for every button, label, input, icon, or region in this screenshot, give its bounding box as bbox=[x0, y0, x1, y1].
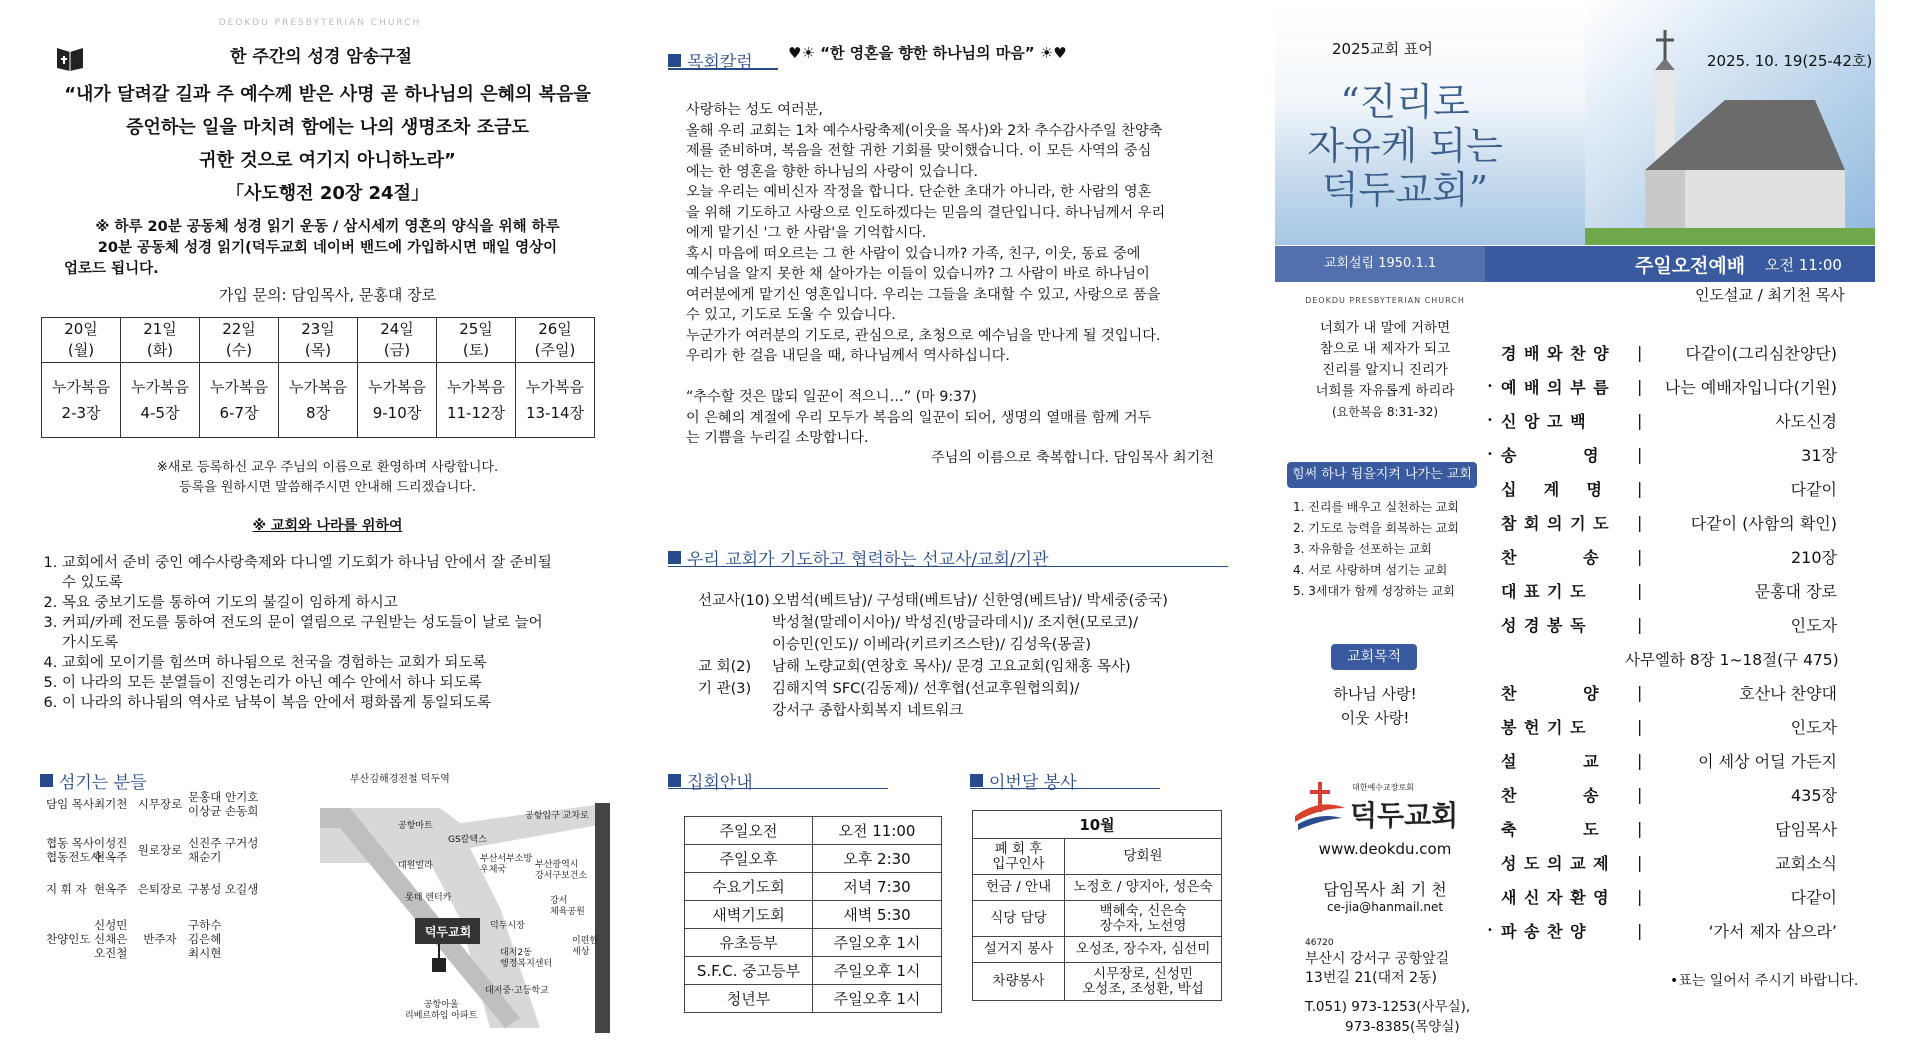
motto-label: 2025교회 표어 bbox=[1332, 40, 1433, 58]
church-header-image bbox=[1275, 0, 1875, 245]
prayer-item: 6. 이 나라의 하나됨의 역사로 남북이 복음 안에서 평화롭게 통일되도록 bbox=[62, 693, 560, 713]
column-line: 누군가가 여러분의 기도로, 관심으로, 초청으로 예수님을 만나게 될 것입니다. bbox=[686, 327, 1161, 344]
prayer-item: 2. 목요 중보기도를 통하여 기도의 불길이 임하게 하시고 bbox=[62, 593, 560, 613]
prayer-item: 3. 커피/카페 전도를 통하여 전도의 문이 열림으로 구원받는 성도들이 날로 늘어 가시도록 bbox=[62, 613, 560, 653]
column-line: 사랑하는 성도 여러분, bbox=[686, 102, 823, 118]
worship-order-item: 찬 송 | 210장 bbox=[1501, 546, 1837, 567]
column-line: 혹시 마음에 떠오르는 그 한 사람이 있습니까? 가족, 친구, 이웃, 동료 중에 bbox=[686, 245, 1141, 262]
vision-item: 3. 자유함을 선포하는 교회 bbox=[1293, 542, 1432, 556]
week-day-header: 20일 (월) bbox=[42, 318, 121, 363]
church-english-name: DEOKDU PRESBYTERIAN CHURCH bbox=[1305, 296, 1465, 305]
prayer-item: 1. 교회에서 준비 중인 예수사랑축제와 다니엘 기도회가 하나님 안에서 잘 준비될 수 있도록 bbox=[62, 553, 560, 593]
worship-order-item: • 송 영 | 31장 bbox=[1487, 444, 1837, 465]
map-church-label: 덕두교회 bbox=[424, 925, 472, 939]
meeting-row: 수요기도회 저녁 7:30 bbox=[685, 873, 942, 901]
meeting-row: 새벽기도회 새벽 5:30 bbox=[685, 901, 942, 929]
servers-title: 섬기는 분들 bbox=[40, 768, 147, 793]
column-line: 을 위해 기도하고 사랑으로 인도하겠다는 믿음의 결단입니다. 하나님께서 우리 bbox=[686, 204, 1166, 221]
vision-list bbox=[1293, 497, 1483, 602]
vision-title: 힘써 하나 됨을지켜 나가는 교회 bbox=[1287, 462, 1477, 488]
map-label: 대저중·고등학교 bbox=[485, 986, 549, 996]
founded-date: 교회설립 1950.1.1 bbox=[1275, 246, 1485, 282]
postcode: 46720 bbox=[1305, 938, 1334, 948]
worship-order-item: 찬 송 | 435장 bbox=[1501, 784, 1837, 805]
week-reading-cell: 누가복음 11-12장 bbox=[437, 363, 516, 438]
map-label: 부산서부소방 우체국 bbox=[480, 854, 533, 875]
map-label: 덕두시장 bbox=[490, 921, 525, 931]
service-leaders: 인도설교 / 최기천 목사 bbox=[1695, 286, 1845, 304]
newcomer-note: ※새로 등록하신 교우 주님의 이름으로 환영하며 사랑합니다. 등록을 원하시면 말씀해주시면 안내해 드리겠습니다. bbox=[156, 460, 499, 495]
meeting-row: 주일오전 오전 11:00 bbox=[685, 817, 942, 845]
column-line: 제를 준비하며, 복음을 전할 귀한 기회를 맞이했습니다. 이 모든 사역의 중심 bbox=[686, 143, 1152, 159]
worship-order-item: 새 신 자 환 영 | 다같이 bbox=[1501, 886, 1837, 907]
pastor-name: 담임목사 최 기 천 bbox=[1323, 880, 1447, 899]
reading-note: ※ 하루 20분 공동체 성경 읽기 운동 / 삼시세끼 영혼의 양식을 위해 하루 20분 공동체 성경 읽기(덕두교회 네이버 밴드에 가입하시면 매일 영상이 업로드 됩니다. bbox=[64, 219, 560, 277]
week-day-header: 22일 (수) bbox=[200, 318, 279, 363]
week-day-header: 23일 (목) bbox=[279, 318, 358, 363]
panel-cover bbox=[1275, 0, 1875, 1053]
map-label: 부산광역시 강서구보건소 bbox=[535, 860, 588, 881]
church-motto: “진리로 자유케 되는 덕두교회” bbox=[1307, 80, 1503, 212]
prayer-item: 5. 이 나라의 모든 분열들이 진영논리가 아닌 예수 안에서 하나 되도록 bbox=[62, 673, 560, 693]
memory-title: 한 주간의 성경 암송구절 bbox=[230, 47, 412, 67]
panel-column-and-mission bbox=[660, 0, 1240, 1053]
column-line: 우리가 한 걸음 내딛을 때, 하나님께서 역사하십니다. bbox=[686, 348, 1010, 364]
map-label: 대원빌라 bbox=[398, 861, 433, 871]
column-line: 오늘 우리는 예비신자 작정을 합니다. 단순한 초대가 아니라, 한 사람의 영혼 bbox=[686, 184, 1152, 200]
service-time: 오전 11:00 bbox=[1765, 255, 1842, 274]
church-watermark: DEOKDU PRESBYTERIAN CHURCH bbox=[218, 18, 422, 28]
service-row: 헌금 / 안내 노정호 / 양지아, 성은숙 bbox=[973, 875, 1222, 901]
meeting-row: 유초등부 주일오후 1시 bbox=[685, 929, 942, 957]
column-body bbox=[686, 100, 1216, 367]
map-metro-label: 부산김해경전철 덕두역 bbox=[350, 774, 450, 785]
bible-icon bbox=[54, 44, 86, 72]
meeting-row: 주일오후 오후 2:30 bbox=[685, 845, 942, 873]
church-purpose: 하나님 사랑! 이웃 사랑! bbox=[1333, 685, 1417, 727]
vision-item: 5. 3세대가 함께 성장하는 교회 bbox=[1293, 584, 1455, 598]
meeting-title: 집회안내 bbox=[668, 768, 753, 793]
worship-order-item: 참 회 의 기 도 | 다같이 (사함의 확인) bbox=[1501, 512, 1837, 533]
service-title: 이번달 봉사 bbox=[970, 768, 1077, 793]
worship-order-item: 축 도 | 담임목사 bbox=[1501, 818, 1837, 839]
meeting-row: 청년부 주일오후 1시 bbox=[685, 985, 942, 1013]
weekly-reading-table bbox=[41, 317, 595, 438]
map-label: 이편한 세상 bbox=[572, 936, 599, 957]
vision-item: 1. 진리를 배우고 실천하는 교회 bbox=[1293, 500, 1459, 514]
worship-order-item: 설 교 | 이 세상 어딜 가든지 bbox=[1501, 750, 1837, 771]
server-row: 담임 목사 최기천 시무장로 문홍대 안기호 이상균 손동희 bbox=[46, 790, 259, 818]
location-map bbox=[320, 768, 610, 1033]
prayer-list bbox=[40, 553, 560, 713]
week-day-header: 24일 (금) bbox=[358, 318, 437, 363]
worship-order-item: • 파 송 찬 양 | ‘가서 제자 삼으라’ bbox=[1487, 920, 1837, 941]
church-website[interactable]: www.deokdu.com bbox=[1318, 840, 1452, 858]
worship-order-item: • 신 앙 고 백 | 사도신경 bbox=[1487, 410, 1837, 431]
map-label: 공항입구 교차로 bbox=[525, 811, 589, 821]
memory-reference: 「사도행전 20장 24절」 bbox=[226, 183, 429, 204]
church-address: 부산시 강서구 공항앞길 13번길 21(대저 2동) bbox=[1305, 951, 1450, 986]
church-logo: 대한예수교장로회 덕두교회 bbox=[1290, 778, 1480, 838]
server-row: 협동 목사 협동전도사 이성진 현옥주 원로장로 신진주 구거성 채순기 bbox=[46, 836, 259, 864]
meeting-table bbox=[684, 816, 942, 1013]
meeting-row: S.F.C. 중고등부 주일오후 1시 bbox=[685, 957, 942, 985]
map-label: 공항마트 bbox=[398, 821, 433, 831]
service-row: 폐 회 후 입구인사 당회원 bbox=[973, 839, 1222, 875]
purpose-title: 교회목적 bbox=[1331, 644, 1417, 670]
map-label: 강서 체육공원 bbox=[550, 896, 585, 917]
vision-item: 4. 서로 사랑하며 섬기는 교회 bbox=[1293, 563, 1448, 577]
worship-order-item: • 예 배 의 부 름 | 나는 예배자입니다(기원) bbox=[1487, 376, 1837, 397]
week-day-header: 25일 (토) bbox=[437, 318, 516, 363]
week-reading-cell: 누가복음 6-7장 bbox=[200, 363, 279, 438]
service-name: 주일오전예배 bbox=[1635, 254, 1746, 277]
column-title: 목회칼럼 bbox=[668, 48, 753, 73]
service-row: 식당 담당 백혜숙, 신은숙 장수자, 노선영 bbox=[973, 901, 1222, 937]
week-reading-cell: 누가복음 13-14장 bbox=[516, 363, 595, 438]
map-label: GS칼텍스 bbox=[448, 835, 487, 845]
map-label: 롯데 렌터카 bbox=[405, 893, 452, 903]
worship-order-item: 경 배 와 찬 양 | 다같이(그리심찬양단) bbox=[1501, 342, 1837, 363]
vision-item: 2. 기도로 능력을 회복하는 교회 bbox=[1293, 521, 1459, 535]
week-reading-cell: 누가복음 2-3장 bbox=[42, 363, 121, 438]
service-row: 설거지 봉사 오성조, 장수자, 심선미 bbox=[973, 937, 1222, 963]
column-line: 올해 우리 교회는 1차 예수사랑축제(이웃을 목사)와 2차 추수감사주일 찬양축 bbox=[686, 122, 1163, 139]
mission-list: 선교사(10) 오범석(베트남)/ 구성태(베트남)/ 신한영(베트남)/ 박세중(중국) 박성철(말레이시아)/ 박성진(방글라데시)/ 조지현(모로코)/ 이승민(인도)/ 이베라(키르키즈스탄)/ 김성욱(몽골) 교 회(2) 남해 노량교회(연창호 목사)/ 문경 고요교회(임채홍 목사) 기 관(3) 김해지역 SFC(김동제)/ 선후협(선교후원협의회)/ 강서구 종합사회복지 네트워크 bbox=[698, 593, 1168, 719]
week-reading-cell: 누가복음 9-10장 bbox=[358, 363, 437, 438]
pastor-email[interactable]: ce-jia@hanmail.net bbox=[1326, 900, 1444, 914]
column-quote: “추수할 것은 많되 일꾼이 적으니…” (마 9:37) 이 은혜의 계절에 우리 모두가 복음의 일꾼이 되어, 생명의 열매를 함께 거두 는 기쁨을 누리길 소망합니다. bbox=[686, 389, 1152, 446]
panel-memory-and-prayer bbox=[0, 0, 640, 1053]
servers-list bbox=[46, 790, 296, 990]
worship-order-item: 성 도 의 교 제 | 교회소식 bbox=[1501, 852, 1837, 873]
week-day-header: 21일 (화) bbox=[121, 318, 200, 363]
column-line: 여러분에게 맡기신 영혼입니다. 우리는 그들을 초대할 수 있고, 사랑으로 품을 bbox=[686, 286, 1161, 303]
stand-note: •표는 일어서 주시기 바랍니다. bbox=[1670, 973, 1859, 989]
prayer-title: ※ 교회와 나라를 위하여 bbox=[252, 518, 403, 534]
memory-verse: “내가 달려갈 길과 주 예수께 받은 사명 곧 하나님의 은혜의 복음을 증언하는 일을 마치려 함에는 나의 생명조차 조금도 귀한 것으로 여기지 아니하노라” 「사도행전 20장 24절」 bbox=[40, 78, 615, 210]
scripture-reading: 사무엘하 8장 1~18절(구 475) bbox=[1625, 651, 1839, 669]
worship-order bbox=[1487, 335, 1837, 655]
service-row: 차량봉사 시무장로, 신성민 오성조, 조성환, 박섭 bbox=[973, 963, 1222, 1001]
column-line: 수 있고, 기도로 도울 수 있습니다. bbox=[686, 307, 896, 323]
worship-order-item: 봉 헌 기 도 | 인도자 bbox=[1501, 716, 1837, 737]
column-line: 에게 맡기신 '그 한 사람'을 기억합시다. bbox=[686, 225, 927, 241]
church-phone: T.051) 973-1253(사무실), 973-8385(목양실) bbox=[1305, 999, 1471, 1035]
mission-title: 우리 교회가 기도하고 협력하는 선교사/교회/기관 bbox=[668, 545, 1049, 570]
worship-order-item: 십 계 명 | 다같이 bbox=[1501, 478, 1837, 499]
map-label: 대저2동 행정복지센터 bbox=[500, 948, 553, 969]
worship-order-item: 찬 양 | 호산나 찬양대 bbox=[1501, 682, 1837, 703]
service-table bbox=[972, 810, 1222, 1001]
map-label: 공항아울 리베르하임 아파트 bbox=[405, 1000, 478, 1021]
worship-order-2 bbox=[1487, 675, 1837, 955]
column-line: 에는 한 영혼을 향한 하나님의 사랑이 있습니다. bbox=[686, 163, 978, 180]
logo-name: 덕두교회 bbox=[1350, 799, 1459, 832]
prayer-item: 4. 교회에 모이기를 힘쓰며 하나됨으로 천국을 경험하는 교회가 되도록 bbox=[62, 653, 560, 673]
week-reading-cell: 누가복음 8장 bbox=[279, 363, 358, 438]
bulletin-date: 2025. 10. 19(25-42호) bbox=[1707, 52, 1873, 70]
service-month-row: 10월 bbox=[973, 811, 1222, 839]
column-line: 예수님을 알지 못한 채 살아가는 이들이 있습니까? 그 사람이 바로 하나님이 bbox=[686, 266, 1150, 282]
motto-verse: 너희가 내 말에 거하면 참으로 내 제자가 되고 진리를 알지니 진리가 너희를 자유롭게 하리라 (요한복음 8:31-32) bbox=[1315, 320, 1455, 419]
worship-order-item: 대 표 기 도 | 문홍대 장로 bbox=[1501, 580, 1837, 601]
service-banner bbox=[1275, 246, 1875, 282]
column-signature: 주님의 이름으로 축복합니다. 담임목사 최기천 bbox=[931, 450, 1214, 466]
server-row: 찬양인도 신성민 신채은 오진철 반주자 구하수 김은혜 최시현 bbox=[46, 918, 222, 960]
server-row: 지 휘 자 현옥주 은퇴장로 구봉성 오길생 bbox=[46, 882, 259, 896]
week-day-header: 26일 (주일) bbox=[516, 318, 595, 363]
column-subtitle: ♥☀ “한 영혼을 향한 하나님의 마음” ☀♥ bbox=[788, 44, 1067, 62]
join-inquiry: 가입 문의: 담임목사, 문홍대 장로 bbox=[218, 286, 437, 304]
week-reading-cell: 누가복음 4-5장 bbox=[121, 363, 200, 438]
worship-order-item: 성 경 봉 독 | 인도자 bbox=[1501, 614, 1837, 635]
